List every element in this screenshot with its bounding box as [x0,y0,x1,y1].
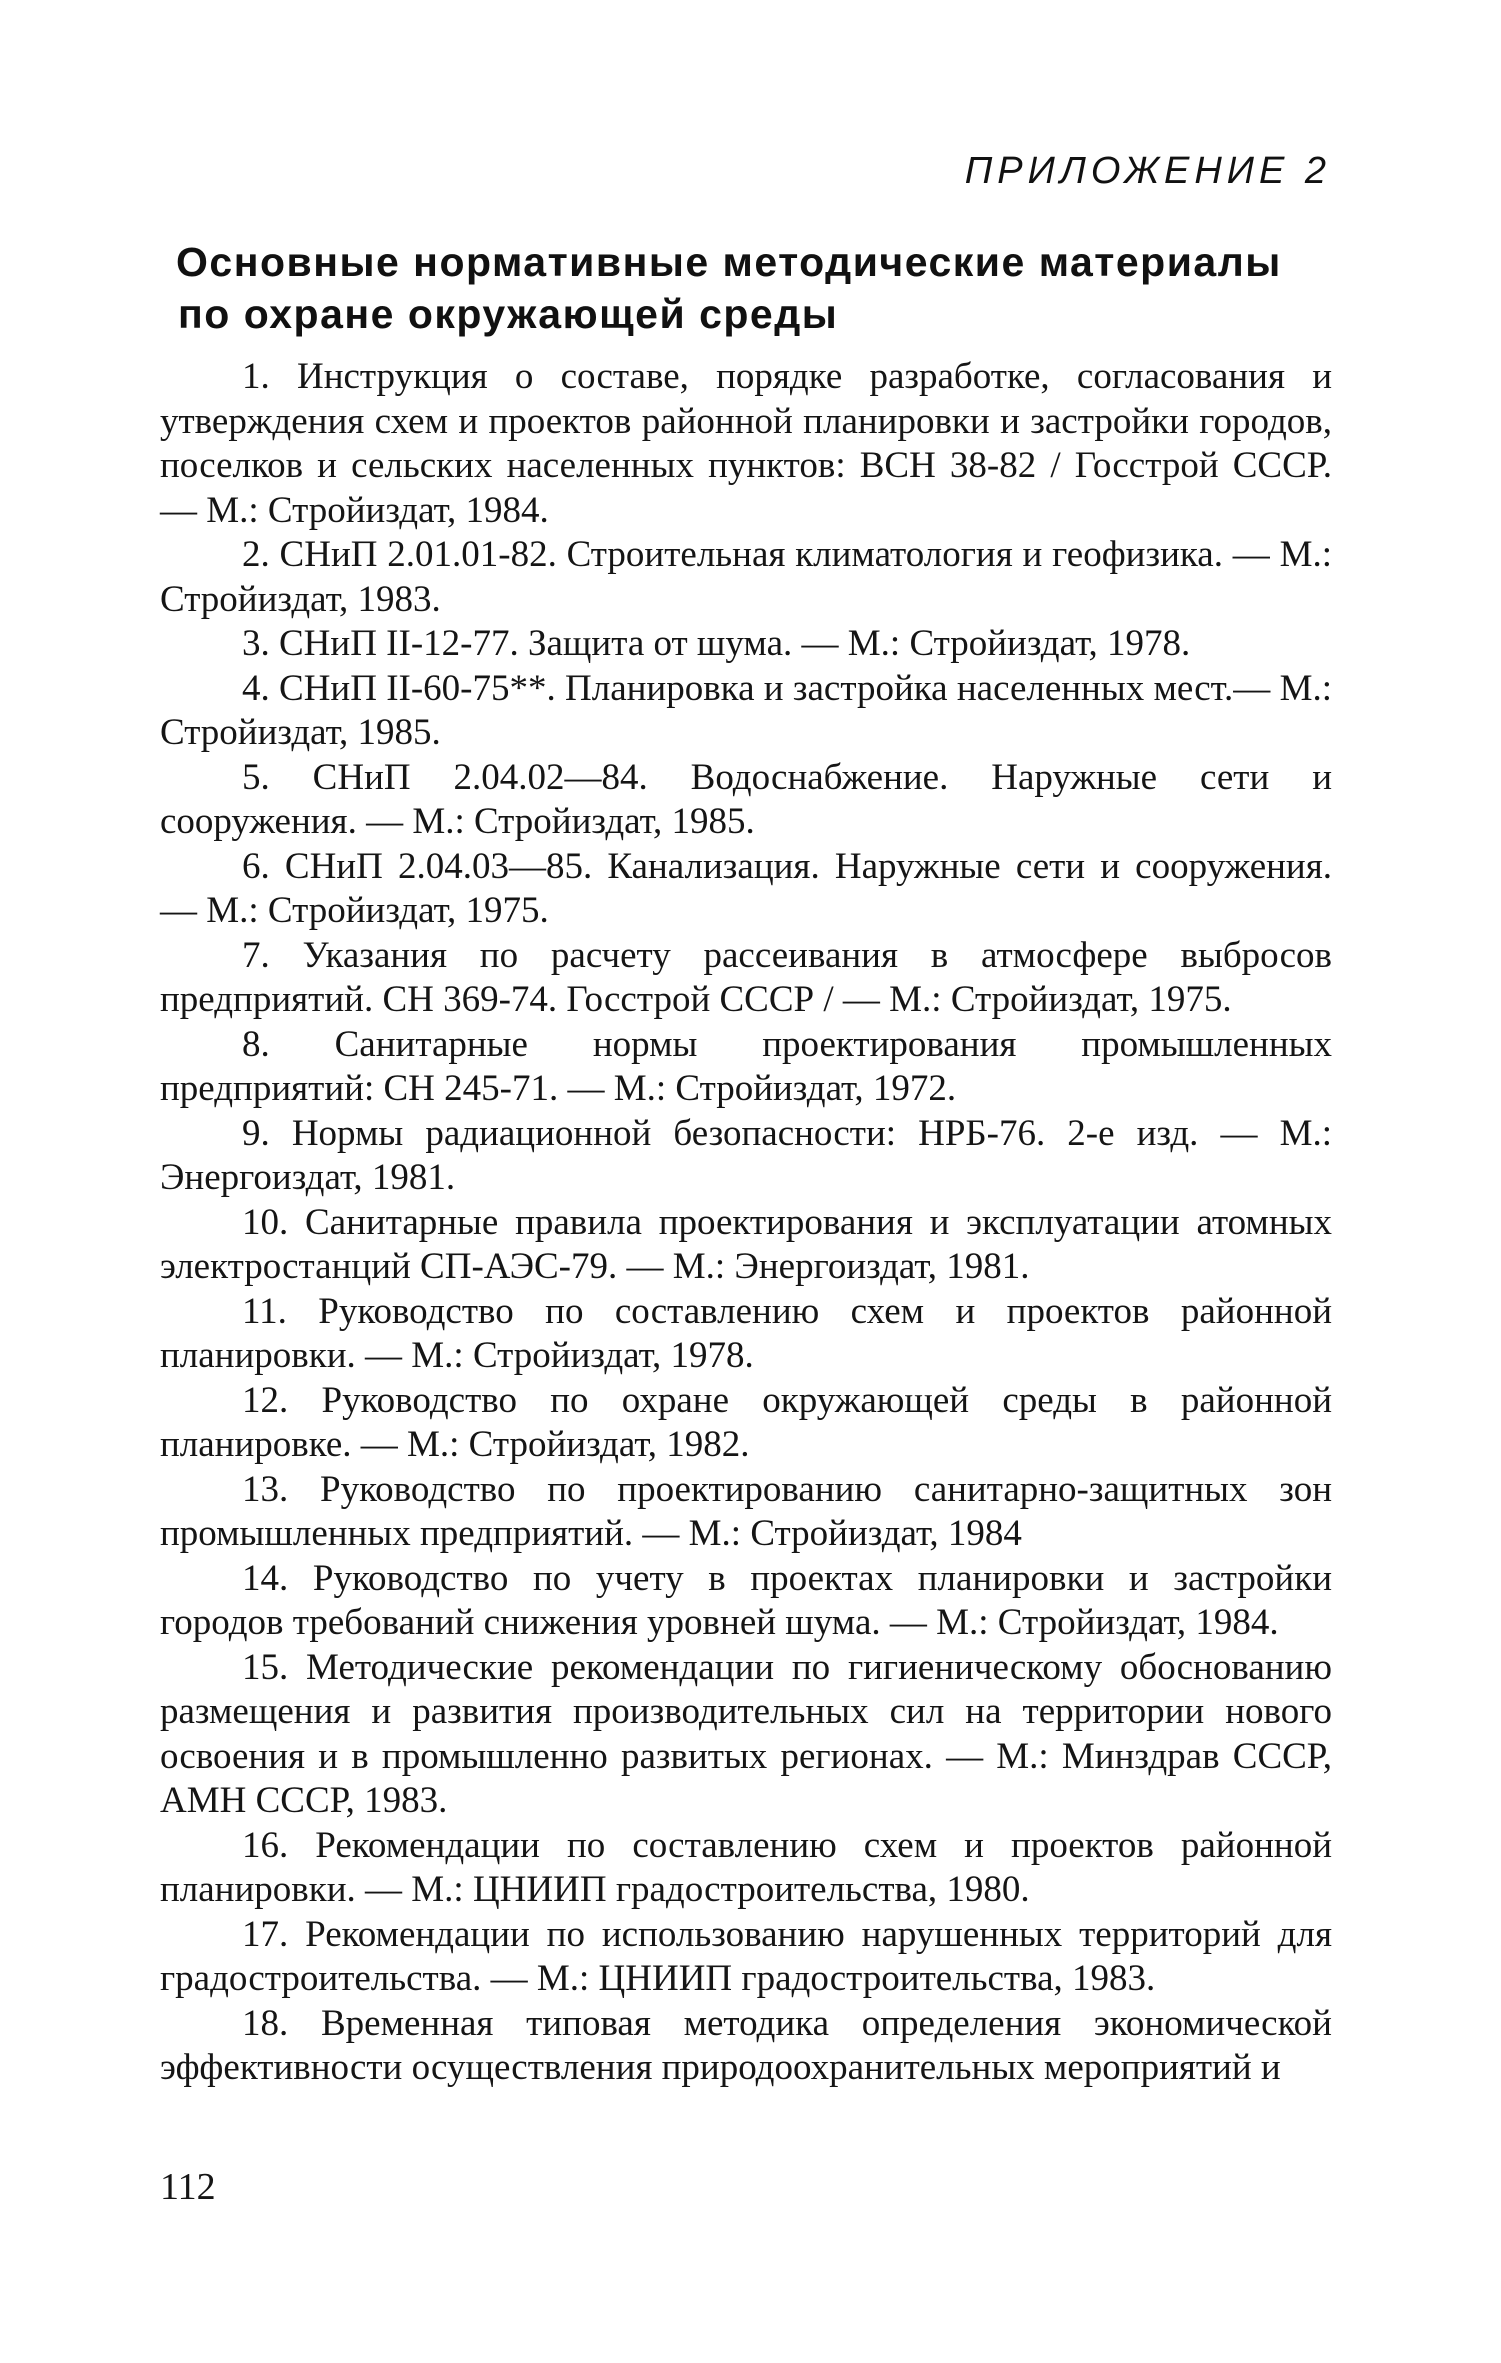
reference-list [160,355,1332,2091]
reference-item-14: 14. Руководство по учету в проектах планировки и застройки городов требований снижения уровней шума. — М.: Стройиздат, 1984. [160,1557,1332,1643]
reference-item-16: 16. Рекомендации по составлению схем и проектов районной планировки. — М.: ЦНИИП градостроительства, 1980. [160,1824,1332,1910]
reference-item-4: 4. СНиП II-60-75**. Планировка и застройка населенных мест.— М.: Стройиздат, 1985. [160,667,1332,753]
section-title-line-1: Основные нормативные методические материалы [176,239,1282,285]
reference-item-3: 3. СНиП II-12-77. Защита от шума. — М.: Стройиздат, 1978. [242,623,1191,664]
reference-item-10: 10. Санитарные правила проектирования и эксплуатации атомных электростанций СП-АЭС-79. — М.: Энергоиздат, 1981. [160,1201,1332,1287]
reference-item-17: 17. Рекомендации по использованию нарушенных территорий для градостроительства. — М.: ЦНИИП градостроительства, 1983. [160,1913,1332,1999]
reference-item-11: 11. Руководство по составлению схем и проектов районной планировки. — М.: Стройиздат, 1978. [160,1290,1332,1376]
reference-item-8: 8. Санитарные нормы проектирования промышленных предприятий: СН 245-71. — М.: Стройиздат, 1972. [160,1023,1332,1109]
reference-item-2: 2. СНиП 2.01.01-82. Строительная климатология и геофизика. — М.: Стройиздат, 1983. [160,534,1332,620]
reference-item-6: 6. СНиП 2.04.03—85. Канализация. Наружные сети и сооружения. — М.: Стройиздат, 1975. [160,845,1332,931]
section-title [176,236,1326,340]
reference-item-1: 1. Инструкция о составе, порядке разработке, согласования и утверждения схем и проектов районной планировки и застройки городов, поселков и сельских населенных пунктов: ВСН 38-82 / Госстрой СССР. — М.: Стройиздат, 1984. [160,356,1332,531]
reference-item-5: 5. СНиП 2.04.02—84. Водоснабжение. Наружные сети и сооружения. — М.: Стройиздат, 1985. [160,756,1332,842]
appendix-label: ПРИЛОЖЕНИЕ 2 [964,150,1331,192]
reference-item-7: 7. Указания по расчету рассеивания в атмосфере выбросов предприятий. СН 369-74. Госстрой СССР / — М.: Стройиздат, 1975. [160,934,1332,1020]
reference-item-13: 13. Руководство по проектированию санитарно-защитных зон промышленных предприятий. — М.: Стройиздат, 1984 [160,1468,1332,1554]
reference-item-18: 18. Временная типовая методика определения экономической эффективности осуществления природоохранительных мероприятий и [160,2002,1332,2088]
page-number: 112 [160,2166,216,2208]
reference-item-9: 9. Нормы радиационной безопасности: НРБ-76. 2-е изд. — М.: Энергоиздат, 1981. [160,1112,1332,1198]
reference-item-15: 15. Методические рекомендации по гигиеническому обоснованию размещения и развития производительных сил на территории нового освоения и в промышленно развитых регионах. — М.: Минздрав СССР, АМН СССР, 1983. [160,1646,1332,1821]
section-title-line-2: по охране окружающей среды [178,291,839,337]
reference-item-12: 12. Руководство по охране окружающей среды в районной планировке. — М.: Стройиздат, 1982. [160,1379,1332,1465]
